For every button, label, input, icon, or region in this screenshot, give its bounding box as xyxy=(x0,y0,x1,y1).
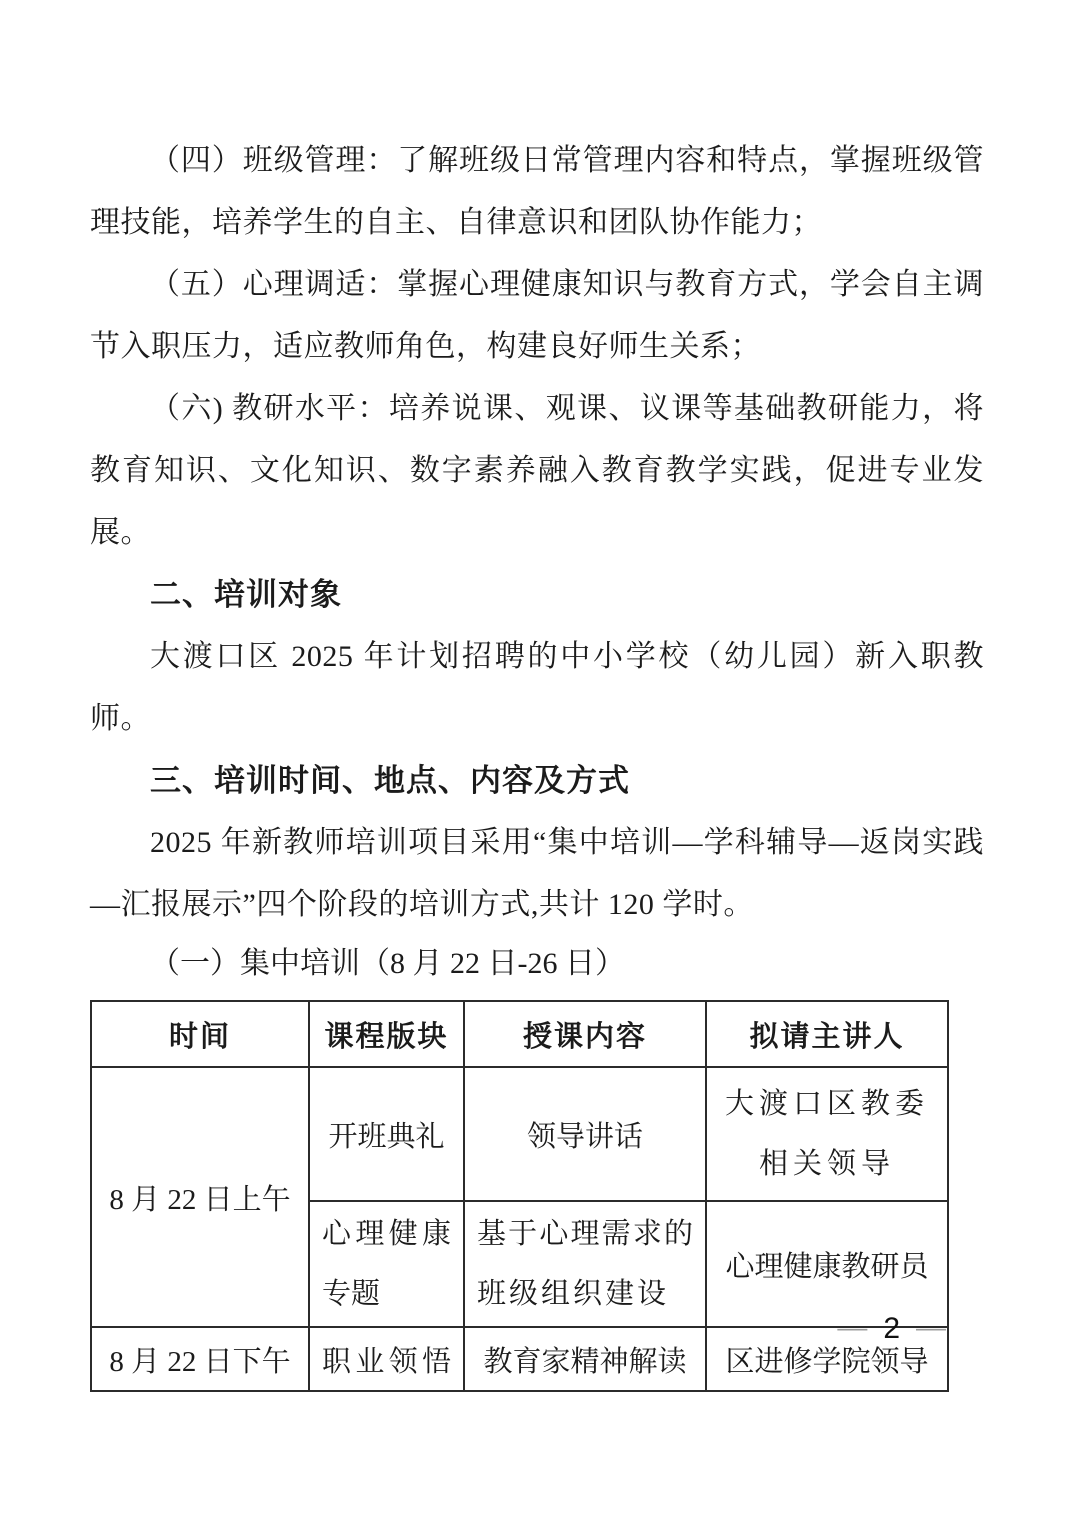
cell-speaker-career: 区进修学院领导 xyxy=(706,1327,948,1391)
paragraph-training-method: 2025 年新教师培训项目采用“集中培训—学科辅导—返岗实践—汇报展示”四个阶段的培训方式,共计 120 学时。 xyxy=(90,826,984,921)
cell-module-opening: 开班典礼 xyxy=(309,1067,464,1201)
speaker-line-2: 相关领导 xyxy=(758,1148,895,1180)
cell-speaker-psych: 心理健康教研员 xyxy=(706,1201,948,1327)
content-line-1: 基于心理需求的 xyxy=(477,1218,693,1250)
header-cell-time: 时间 xyxy=(91,1001,309,1067)
speaker-line-1: 大渡口区教委 xyxy=(724,1088,929,1120)
cell-module-career: 职业领悟 xyxy=(309,1327,464,1391)
paragraph-research-level: （六) 教研水平：培养说课、观课、议课等基础教研能力，将教育知识、文化知识、数字素养融入教育教学实践，促进专业发展。 xyxy=(90,392,984,549)
cell-speaker-opening xyxy=(706,1067,948,1201)
header-cell-content: 授课内容 xyxy=(464,1001,706,1067)
paragraph-class-management: （四）班级管理：了解班级日常管理内容和特点，掌握班级管理技能，培养学生的自主、自律意识和团队协作能力； xyxy=(90,144,984,239)
paragraph-training-target: 大渡口区 2025 年计划招聘的中小学校（幼儿园）新入职教师。 xyxy=(90,640,984,735)
table-row-career-session xyxy=(91,1327,948,1391)
cell-module-psych xyxy=(309,1201,464,1327)
section-heading-training-target: 二、培训对象 xyxy=(150,577,342,612)
table-header-row xyxy=(91,1001,948,1067)
header-cell-module: 课程版块 xyxy=(309,1001,464,1067)
page-number xyxy=(837,1312,946,1346)
page-number-dash-left: — xyxy=(837,1315,868,1342)
page-number-value: 2 xyxy=(883,1312,900,1345)
table-row-opening-ceremony xyxy=(91,1067,948,1201)
cell-content-career: 教育家精神解读 xyxy=(464,1327,706,1391)
subsection-heading-centralized-training: （一）集中培训（8 月 22 日-26 日） xyxy=(150,947,625,980)
section-heading-training-schedule: 三、培训时间、地点、内容及方式 xyxy=(150,763,630,798)
cell-content-psych xyxy=(464,1201,706,1327)
paragraph-psych-adjustment: （五）心理调适：掌握心理健康知识与教育方式，学会自主调节入职压力，适应教师角色，构建良好师生关系； xyxy=(90,268,984,363)
header-cell-speaker: 拟请主讲人 xyxy=(706,1001,948,1067)
cell-time-afternoon: 8 月 22 日下午 xyxy=(91,1327,309,1391)
page-number-dash-right: — xyxy=(916,1315,946,1342)
cell-content-opening: 领导讲话 xyxy=(464,1067,706,1201)
training-schedule-table xyxy=(90,1000,949,1392)
cell-time-morning: 8 月 22 日上午 xyxy=(91,1067,309,1327)
module-line-1: 心理健康 xyxy=(322,1218,451,1250)
content-line-2: 班级组织建设 xyxy=(477,1278,670,1310)
module-line-2: 专题 xyxy=(322,1278,381,1310)
